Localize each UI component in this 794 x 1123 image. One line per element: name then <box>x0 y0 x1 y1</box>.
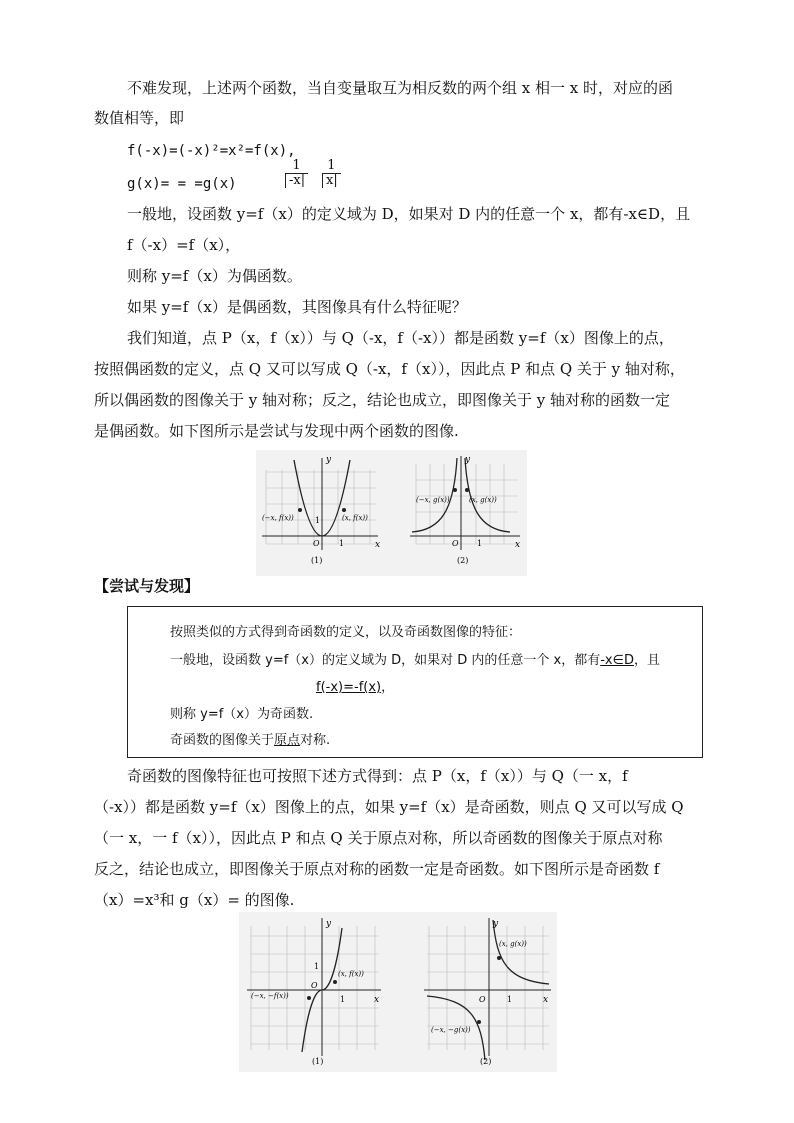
axis-x-label: x <box>375 540 381 550</box>
origin-label: O <box>311 981 318 990</box>
axis-x-label: x <box>374 995 380 1005</box>
graph-one-over-x <box>424 918 551 1066</box>
odd-function-figure <box>239 912 557 1072</box>
axis-y-label: y <box>326 919 332 929</box>
p1-line1: 不难发现，上述两个函数，当自变量取互为相反数的两个组 x 相一 x 时，对应的函 <box>127 79 673 97</box>
graph-x-squared <box>262 455 380 565</box>
box-line5-text: 奇函数的图像关于 <box>170 733 275 748</box>
frac-1-num: 1 <box>292 158 301 173</box>
figure-caption-1: (1) <box>311 556 323 565</box>
graph-one-over-abs-x <box>410 455 520 565</box>
point-q-label: (−x, g(x)) <box>416 496 450 504</box>
p1-line2: 数值相等，即 <box>94 109 185 127</box>
box-line3 <box>316 676 394 695</box>
box-line5-end: 对称. <box>300 733 331 748</box>
point-p-label: (x, g(x)) <box>469 496 497 504</box>
section-heading: 【尝试与发现】 <box>94 577 200 595</box>
eq-frac-1 <box>285 159 308 188</box>
box-line2 <box>170 649 660 668</box>
p3: 如果 y=f（x）是偶函数，其图像具有什么特征呢？ <box>127 298 467 316</box>
origin-label: O <box>313 539 320 548</box>
p4-line3: 所以偶函数的图像关于 y 轴对称；反之，结论也成立，即图像关于 y 轴对称的函数一定 <box>94 391 671 409</box>
eq-f: f(-x)=(-x)²=x²=f(x), <box>127 143 296 159</box>
box-line2-end: ，且 <box>633 653 660 668</box>
blank-answer-odd-condition: f(-x)=-f(x) <box>316 680 382 695</box>
p5-line5: （x）=x³和 g（x）= 的图像. <box>94 891 295 909</box>
p5-line4: 反之，结论也成立，即图像关于原点对称的函数一定是奇函数。如下图所示是奇函数 f <box>94 860 660 878</box>
blank-answer-origin: 原点 <box>274 733 301 748</box>
tick-x-1: 1 <box>339 539 345 548</box>
point-p-label: (x, f(x)) <box>338 970 364 978</box>
odd-function-definition-box <box>127 606 703 758</box>
point-q-label: (−x, f(x)) <box>262 514 294 522</box>
p5-line3: （一 x，一 f（x）），因此点 P 和点 Q 关于原点对称，所以奇函数的图像关于原点对称 <box>94 829 663 847</box>
figure-caption-2: (2) <box>457 556 469 565</box>
tick-y-1: 1 <box>314 962 320 971</box>
p2-line2: f（-x）=f（x）， <box>127 236 241 254</box>
tick-x-1: 1 <box>507 995 513 1004</box>
p2-line3: 则称 y=f（x）为偶函数。 <box>127 267 302 285</box>
even-function-figure <box>256 450 527 576</box>
box-line3-end: ， <box>381 680 395 695</box>
axis-y-label: y <box>493 919 499 929</box>
origin-label: O <box>452 539 459 548</box>
axis-y-label: y <box>326 455 332 465</box>
tick-x-1: 1 <box>477 539 483 548</box>
box-line2-text: 一般地，设函数 y=f（x）的定义域为 D，如果对 D 内的任意一个 x，都有 <box>170 653 601 668</box>
eq-g: g(x)= = =g(x) <box>127 176 237 192</box>
point-p-label: (x, g(x)) <box>499 940 527 948</box>
p5-line1: 奇函数的图像特征也可按照下述方式得到：点 P（x，f（x））与 Q（一 x，f <box>127 767 628 785</box>
point-p-label: (x, f(x)) <box>342 514 368 522</box>
graph-x-cubed <box>247 918 381 1066</box>
odd-function-graphs <box>239 912 557 1072</box>
axis-y-label: y <box>465 455 471 465</box>
box-line1: 按照类似的方式得到奇函数的定义，以及奇函数图像的特征： <box>170 625 522 640</box>
tick-x-1: 1 <box>340 995 346 1004</box>
frac-2-den: x| <box>322 173 341 188</box>
p2-line1: 一般地，设函数 y=f（x）的定义域为 D，如果对 D 内的任意一个 x，都有-x∈D，且 <box>127 205 691 223</box>
p5-line2: （-x））都是函数 y=f（x）图像上的点，如果 y=f（x）是奇函数，则点 Q 又可以写成 Q <box>94 798 684 816</box>
axis-x-label: x <box>515 540 521 550</box>
point-q-label: (−x, −g(x)) <box>431 1026 471 1034</box>
point-q-label: (−x, −f(x)) <box>251 992 289 1000</box>
axis-x-label: x <box>543 995 549 1005</box>
figure-caption-2: (2) <box>480 1057 492 1066</box>
eq-frac-2 <box>322 159 341 188</box>
tick-y-1: 1 <box>315 516 321 525</box>
blank-answer-domain: -x∈D <box>600 653 634 668</box>
box-line5 <box>170 729 330 748</box>
p4-line1: 我们知道，点 P（x，f（x））与 Q（-x，f（-x））都是函数 y=f（x）图像上的点， <box>127 329 674 347</box>
box-line4: 则称 y=f（x）为奇函数. <box>170 707 314 722</box>
frac-1-den: -x| <box>285 173 308 188</box>
p4-line2: 按照偶函数的定义，点 Q 又可以写成 Q（-x，f（x）），因此点 P 和点 Q 关于 y 轴对称， <box>94 360 685 378</box>
p4-line4: 是偶函数。如下图所示是尝试与发现中两个函数的图像. <box>94 422 459 440</box>
even-function-graphs <box>256 450 527 576</box>
figure-caption-1: (1) <box>312 1057 324 1066</box>
frac-2-num: 1 <box>327 158 336 173</box>
origin-label: O <box>479 995 486 1004</box>
